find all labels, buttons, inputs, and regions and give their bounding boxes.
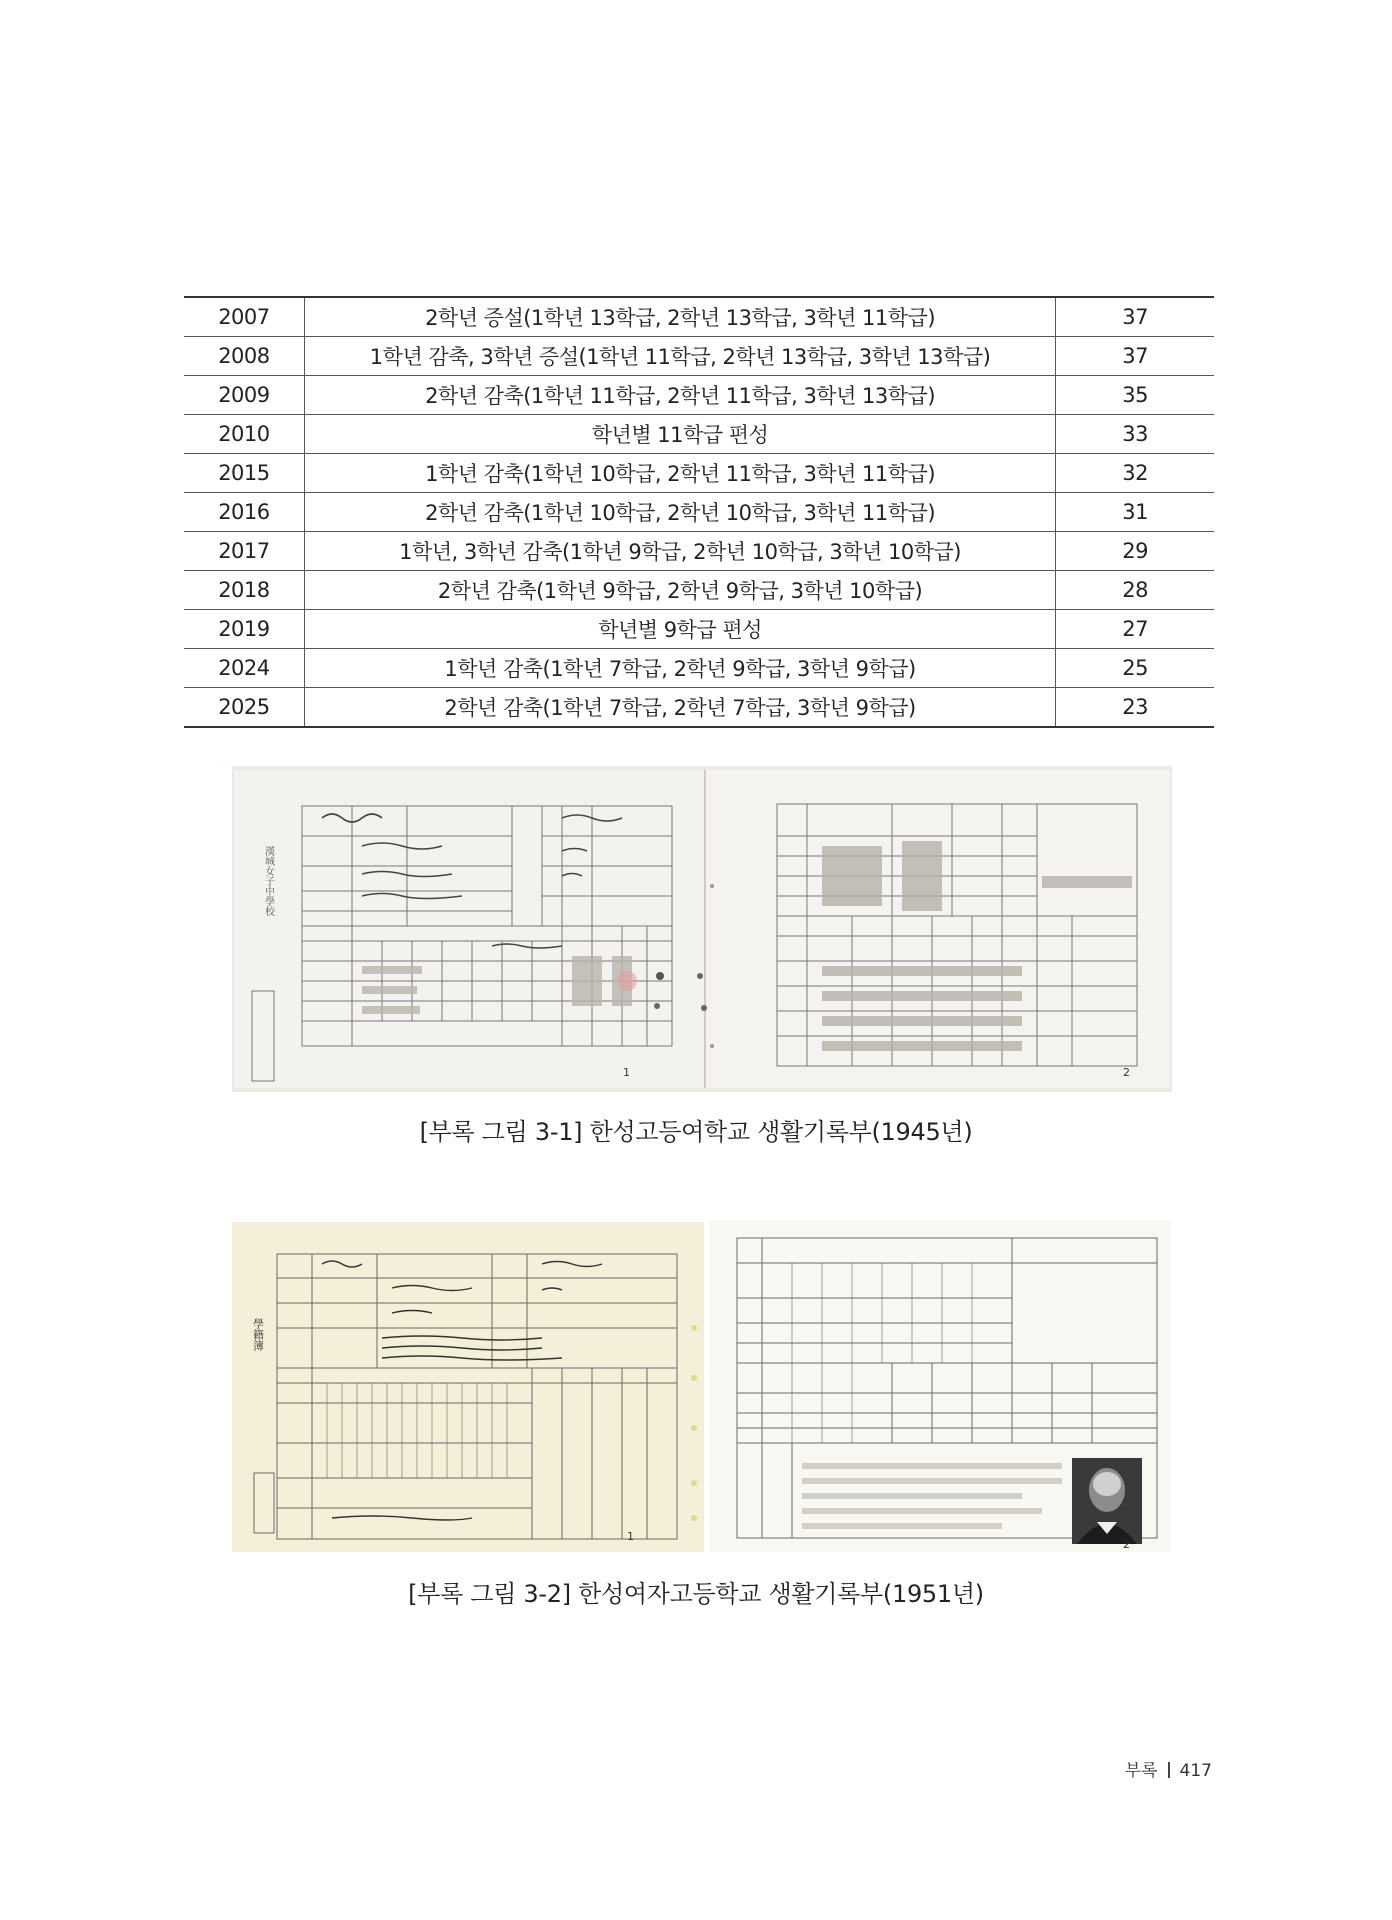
description-cell: 1학년, 3학년 감축(1학년 9학급, 2학년 10학급, 3학년 10학급) bbox=[304, 532, 1055, 571]
table-row bbox=[184, 493, 1214, 532]
page-footer bbox=[1125, 1756, 1212, 1781]
svg-text:學籍簿: 學籍簿 bbox=[251, 1318, 265, 1351]
class-count-cell: 37 bbox=[1056, 297, 1214, 337]
class-count-cell: 29 bbox=[1056, 532, 1214, 571]
class-count-cell: 37 bbox=[1056, 337, 1214, 376]
class-count-cell: 25 bbox=[1056, 649, 1214, 688]
table-row bbox=[184, 610, 1214, 649]
record-photo-1951 bbox=[232, 1218, 1172, 1554]
year-cell: 2024 bbox=[184, 649, 304, 688]
footer-divider bbox=[1168, 1762, 1170, 1778]
year-cell: 2008 bbox=[184, 337, 304, 376]
class-history-table bbox=[184, 296, 1214, 728]
year-cell: 2018 bbox=[184, 571, 304, 610]
description-cell: 2학년 감축(1학년 9학급, 2학년 9학급, 3학년 10학급) bbox=[304, 571, 1055, 610]
class-count-cell: 28 bbox=[1056, 571, 1214, 610]
year-cell: 2015 bbox=[184, 454, 304, 493]
table-row bbox=[184, 571, 1214, 610]
class-count-cell: 27 bbox=[1056, 610, 1214, 649]
class-count-cell: 35 bbox=[1056, 376, 1214, 415]
figure-2-caption: [부록 그림 3-2] 한성여자고등학교 생활기록부(1951년) bbox=[408, 1580, 984, 1608]
record-photo-1945 bbox=[232, 766, 1172, 1092]
table-row bbox=[184, 376, 1214, 415]
year-cell: 2010 bbox=[184, 415, 304, 454]
table-row bbox=[184, 532, 1214, 571]
class-count-cell: 32 bbox=[1056, 454, 1214, 493]
year-cell: 2007 bbox=[184, 297, 304, 337]
table-row bbox=[184, 688, 1214, 728]
table-row bbox=[184, 337, 1214, 376]
description-cell: 1학년 감축(1학년 10학급, 2학년 11학급, 3학년 11학급) bbox=[304, 454, 1055, 493]
figure-2-page-no-left: 1 bbox=[627, 1530, 634, 1543]
figure-2-page-no-right: 2 bbox=[1123, 1538, 1130, 1551]
class-count-cell: 33 bbox=[1056, 415, 1214, 454]
year-cell: 2016 bbox=[184, 493, 304, 532]
description-cell: 2학년 감축(1학년 10학급, 2학년 10학급, 3학년 11학급) bbox=[304, 493, 1055, 532]
description-cell: 2학년 감축(1학년 11학급, 2학년 11학급, 3학년 13학급) bbox=[304, 376, 1055, 415]
description-cell: 학년별 11학급 편성 bbox=[304, 415, 1055, 454]
figure-1-caption: [부록 그림 3-1] 한성고등여학교 생활기록부(1945년) bbox=[419, 1118, 973, 1146]
svg-text:漢城女子中學校: 漢城女子中學校 bbox=[262, 846, 274, 916]
table-row bbox=[184, 649, 1214, 688]
table-row bbox=[184, 297, 1214, 337]
table-row bbox=[184, 454, 1214, 493]
description-cell: 1학년 감축, 3학년 증설(1학년 11학급, 2학년 13학급, 3학년 13학급) bbox=[304, 337, 1055, 376]
description-cell: 1학년 감축(1학년 7학급, 2학년 9학급, 3학년 9학급) bbox=[304, 649, 1055, 688]
year-cell: 2009 bbox=[184, 376, 304, 415]
page-number: 417 bbox=[1179, 1761, 1212, 1781]
description-cell: 학년별 9학급 편성 bbox=[304, 610, 1055, 649]
class-count-cell: 31 bbox=[1056, 493, 1214, 532]
description-cell: 2학년 감축(1학년 7학급, 2학년 7학급, 3학년 9학급) bbox=[304, 688, 1055, 728]
footer-section: 부록 bbox=[1124, 1761, 1158, 1781]
year-cell: 2019 bbox=[184, 610, 304, 649]
figure-1-page-no-left: 1 bbox=[623, 1066, 630, 1079]
description-cell: 2학년 증설(1학년 13학급, 2학년 13학급, 3학년 11학급) bbox=[304, 297, 1055, 337]
figure-1-page-no-right: 2 bbox=[1123, 1066, 1130, 1079]
year-cell: 2025 bbox=[184, 688, 304, 728]
class-count-cell: 23 bbox=[1056, 688, 1214, 728]
table-row bbox=[184, 415, 1214, 454]
year-cell: 2017 bbox=[184, 532, 304, 571]
